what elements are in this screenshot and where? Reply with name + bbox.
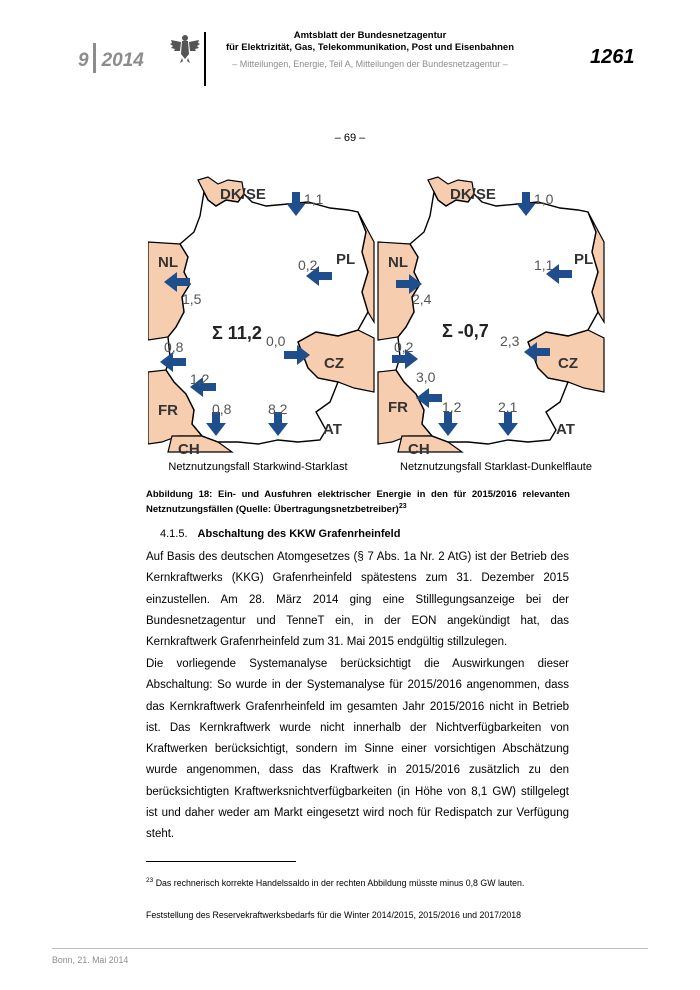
footnote-text: Das rechnerisch korrekte Handelssaldo in der rechten Abbildung müsste minus 0,8 GW lauten. — [155, 877, 525, 888]
right-arrow-at — [498, 412, 518, 436]
issue-number: 9 — [78, 50, 89, 72]
header-title-line2: für Elektrizität, Gas, Telekommunikation, Post und Eisenbahnen — [225, 42, 515, 53]
left-value-fr: 1,2 — [190, 371, 210, 387]
export-import-maps-figure — [148, 172, 610, 462]
left-label-nl: NL — [158, 254, 178, 271]
right-label-ch: CH — [408, 441, 430, 458]
right-map-caption: Netznutzungsfall Starklast-Dunkelflaute — [400, 461, 592, 473]
right-map — [378, 177, 604, 458]
right-label-nl: NL — [388, 254, 408, 271]
figure-caption-footnote-ref: 23 — [398, 503, 407, 510]
footnote-divider — [146, 861, 296, 862]
right-label-fr: FR — [388, 399, 408, 416]
footer-divider — [52, 948, 648, 949]
figure-caption-text: Abbildung 18: Ein- und Ausfuhren elektrischer Energie in den für 2015/2016 relevanten Netznutzungsfällen (Quelle: Übertragungsnetzbetreiber) — [146, 489, 570, 516]
left-value-dkse: 1,1 — [304, 191, 324, 207]
header-title — [210, 30, 530, 54]
left-value-at: 8,2 — [268, 401, 288, 417]
left-label-at: AT — [323, 421, 342, 438]
right-arrow-ch — [438, 412, 458, 436]
right-value-nl: 2,4 — [412, 291, 432, 307]
left-arrow-dkse — [286, 192, 306, 216]
header-divider — [204, 32, 206, 86]
left-label-ch: CH — [178, 441, 200, 458]
issue-divider — [93, 43, 96, 73]
left-label-dkse: DK/SE — [220, 186, 266, 203]
right-value-pl: 1,1 — [534, 257, 554, 273]
left-label-cz: CZ — [324, 355, 344, 372]
left-value-ch: 0,8 — [212, 401, 232, 417]
footnote — [146, 877, 576, 888]
right-label-pl: PL — [574, 251, 594, 268]
right-value-cz: 2,3 — [500, 333, 520, 349]
header-subtitle: – Mitteilungen, Energie, Teil A, Mitteilungen der Bundesnetzagentur – — [232, 59, 508, 69]
page-marker: – 69 – — [334, 132, 366, 144]
left-value-nl: 1,5 — [182, 291, 202, 307]
right-label-at: AT — [556, 421, 575, 438]
issue-year: 2014 — [101, 50, 144, 72]
left-value-nl2: 0,8 — [164, 339, 184, 355]
left-map-caption: Netznutzungsfall Starkwind-Starklast — [168, 461, 348, 473]
header-title-line1: Amtsblatt der Bundesnetzagentur — [293, 30, 447, 41]
right-label-cz: CZ — [558, 355, 578, 372]
section-number: 4.1.5. — [160, 528, 188, 540]
figure-caption — [146, 489, 570, 516]
section-title: Abschaltung des KKW Grafenrheinfeld — [197, 528, 401, 540]
right-value-dkse: 1,0 — [534, 191, 554, 207]
left-value-cz: 0,0 — [266, 333, 286, 349]
right-total: Σ -0,7 — [442, 321, 489, 341]
paragraph-2: Die vorliegende Systemanalyse berücksichtigt die Auswirkungen dieser Abschaltung: So wurde in der Systemanalyse für 2015/2016 angenommen, dass das Kernkraftwerk Grafenrheinfeld im gesamten Jahr 2015/2016 nicht in Betrieb ist. Das Kernkraftwerk wurde nicht innerhalb der Nichtverfügbarkeiten von Kraftwerken berücksichtigt, sondern im Sinne einer vorsichtigen Abschätzung wurde angenommen, dass das Kraftwerk in 2015/2016 zusätzlich zu den berücksichtigten Kraftwerksnichtverfügbarkeiten (in Höhe von 8,1 GW) stillgelegt ist und daher weder am Markt eingesetzt wird noch für Redispatch zur Verfügung steht. — [146, 658, 569, 841]
right-value-fr: 3,0 — [416, 369, 436, 385]
left-total: Σ 11,2 — [212, 323, 262, 343]
header-page-number: 1261 — [590, 46, 635, 68]
right-value-ch: 1,2 — [442, 399, 462, 415]
right-label-dkse: DK/SE — [450, 186, 496, 203]
left-label-pl: PL — [336, 251, 356, 268]
right-value-at: 2,1 — [498, 399, 518, 415]
footer-date: Bonn, 21. Mai 2014 — [52, 955, 129, 965]
issue-label — [78, 46, 144, 76]
footnote-number: 23 — [146, 877, 154, 884]
section-heading — [146, 528, 400, 540]
federal-eagle-icon — [168, 32, 202, 66]
right-arrow-dkse — [516, 192, 536, 216]
left-label-fr: FR — [158, 402, 178, 419]
right-value-nl2: 0,2 — [394, 339, 414, 355]
left-map — [148, 177, 374, 458]
left-value-pl: 0,2 — [298, 257, 318, 273]
paragraph-1: Auf Basis des deutschen Atomgesetzes (§ 7 Abs. 1a Nr. 2 AtG) ist der Betrieb des Kernkraftwerks (KKG) Grafenrheinfeld spätestens zum 31. Dezember 2015 einzustellen. Am 28. März 2014 ging eine Stilllegungsanzeige bei der Bundesnetzagentur und TenneT ein, in der EON angekündigt hat, das Kernkraftwerk Grafenrheinfeld zum 31. Mai 2015 endgültig stillzulegen. — [146, 551, 569, 649]
document-footer-title: Feststellung des Reservekraftwerksbedarfs für die Winter 2014/2015, 2015/2016 und 2017/2018 — [146, 910, 522, 920]
